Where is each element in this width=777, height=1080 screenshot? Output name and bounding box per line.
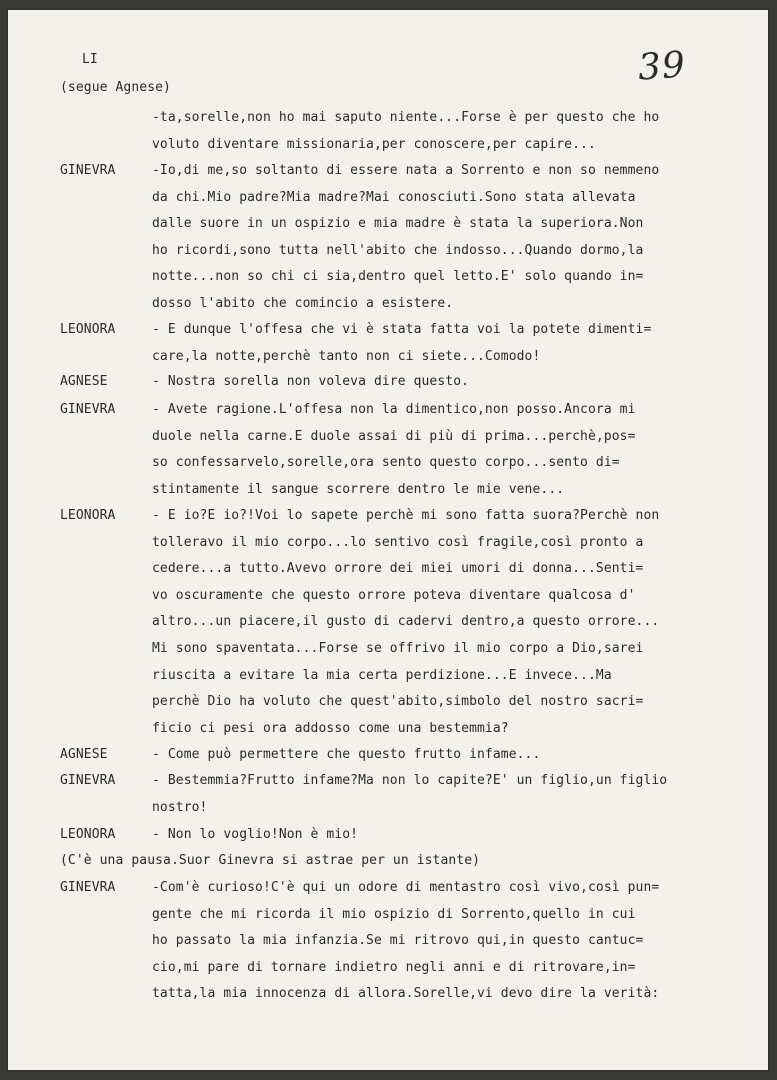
speaker-name: LEONORA: [60, 508, 116, 523]
dialogue-line: stintamente il sangue scorrere dentro le mie vene...: [152, 481, 565, 497]
dialogue-line: voluto diventare missionaria,per conoscere,per capire...: [152, 136, 596, 152]
dialogue-line: ho passato la mia infanzia.Se mi ritrovo qui,in questo cantuc=: [152, 933, 644, 949]
dialogue-line: duole nella carne.E duole assai di più di prima...perchè,pos=: [152, 428, 636, 444]
dialogue-line: nostro!: [152, 799, 208, 815]
dialogue-line: - Non lo voglio!Non è mio!: [152, 827, 359, 842]
dialogue-line: -ta,sorelle,non ho mai saputo niente...Forse è per questo che ho: [152, 110, 660, 125]
typescript-page: [8, 10, 768, 1070]
speaker-name: GINEVRA: [60, 880, 116, 895]
dialogue-line: vo oscuramente che questo orrore poteva diventare qualcosa d': [152, 587, 636, 603]
dialogue-line: - E io?E io?!Voi lo sapete perchè mi sono fatta suora?Perchè non: [152, 508, 660, 523]
stage-direction: (C'è una pausa.Suor Ginevra si astrae per un istante): [60, 853, 481, 868]
dialogue-line: tatta,la mia innocenza di allora.Sorelle,vi devo dire la verità:: [152, 986, 660, 1002]
speaker-name: LEONORA: [60, 322, 116, 337]
dialogue-line: dosso l'abito che comincio a esistere.: [152, 296, 454, 311]
dialogue-line: so confessarvelo,sorelle,ora sento questo corpo...sento di=: [152, 455, 620, 471]
dialogue-line: altro...un piacere,il gusto di cadervi dentro,a questo orrore...: [152, 614, 660, 630]
dialogue-line: riuscita a evitare la mia certa perdizione...E invece...Ma: [152, 667, 612, 683]
dialogue-line: da chi.Mio padre?Mia madre?Mai conosciuti.Sono stata allevata: [152, 189, 636, 205]
page-code: LI: [82, 52, 98, 67]
speaker-name: GINEVRA: [60, 163, 116, 178]
dialogue-line: cio,mi pare di tornare indietro negli anni e di ritrovare,in=: [152, 959, 636, 975]
dialogue-line: - Bestemmia?Frutto infame?Ma non lo capite?E' un figlio,un figlio: [152, 773, 668, 788]
stage-direction: (segue Agnese): [60, 80, 171, 95]
speaker-name: AGNESE: [60, 374, 108, 389]
dialogue-line: - Come può permettere che questo frutto infame...: [152, 747, 541, 762]
dialogue-line: -Io,di me,so soltanto di essere nata a Sorrento e non so nemmeno: [152, 163, 660, 178]
speaker-name: GINEVRA: [60, 402, 116, 417]
dialogue-line: tolleravo il mio corpo...lo sentivo così fragile,così pronto a: [152, 534, 644, 550]
speaker-name: GINEVRA: [60, 773, 116, 788]
dialogue-line: notte...non so chi ci sia,dentro quel letto.E' solo quando in=: [152, 269, 644, 285]
dialogue-line: cedere...a tutto.Avevo orrore dei miei umori di donna...Senti=: [152, 561, 644, 577]
dialogue-line: perchè Dio ha voluto che quest'abito,simbolo del nostro sacri=: [152, 694, 644, 710]
dialogue-line: - E dunque l'offesa che vi è stata fatta voi la potete dimenti=: [152, 322, 652, 337]
dialogue-line: Mi sono spaventata...Forse se offrivo il mio corpo a Dio,sarei: [152, 641, 644, 656]
handwritten-page-number: 39: [636, 44, 688, 89]
dialogue-line: ficio ci pesi ora addosso come una bestemmia?: [152, 720, 509, 736]
dialogue-line: dalle suore in un ospizio e mia madre è stata la superiora.Non: [152, 216, 644, 232]
dialogue-line: ho ricordi,sono tutta nell'abito che indosso...Quando dormo,la: [152, 242, 644, 258]
dialogue-line: -Com'è curioso!C'è qui un odore di mentastro così vivo,così pun=: [152, 880, 660, 895]
dialogue-line: - Avete ragione.L'offesa non la dimentico,non posso.Ancora mi: [152, 402, 636, 417]
speaker-name: AGNESE: [60, 747, 108, 762]
dialogue-line: care,la notte,perchè tanto non ci siete...Comodo!: [152, 348, 541, 364]
speaker-name: LEONORA: [60, 827, 116, 842]
dialogue-line: - Nostra sorella non voleva dire questo.: [152, 374, 470, 389]
dialogue-line: gente che mi ricorda il mio ospizio di Sorrento,quello in cui: [152, 906, 636, 922]
